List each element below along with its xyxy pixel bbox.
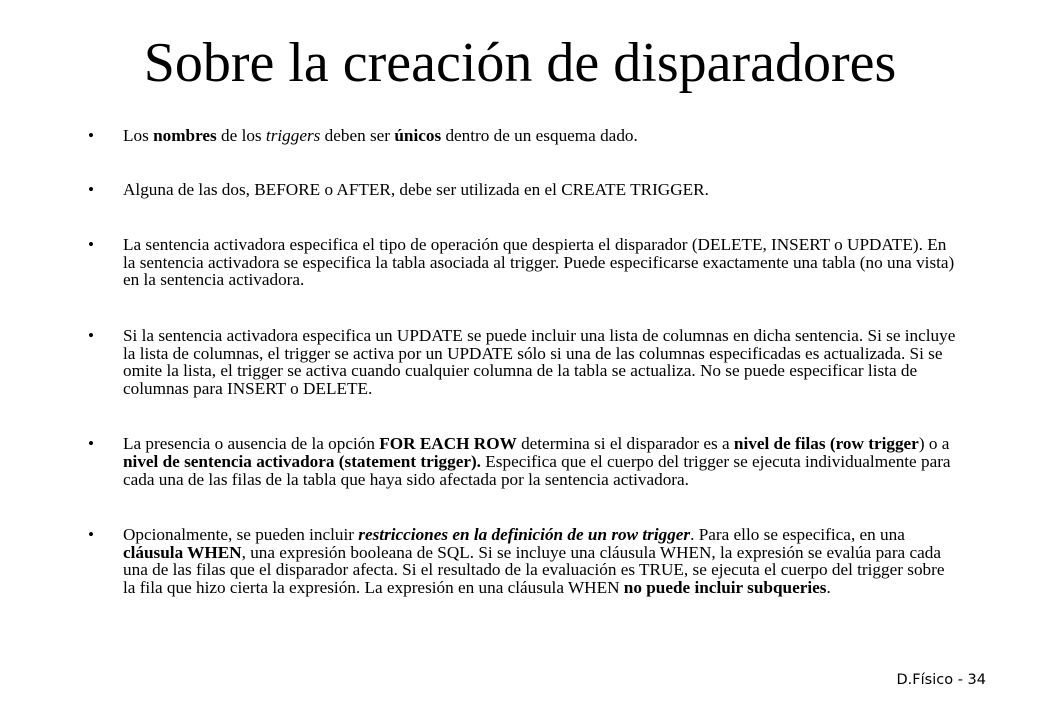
text-span: ) o a [918, 434, 950, 454]
bold-span: nombres [153, 126, 217, 145]
bold-span: nivel de sentencia activadora (statement trigger). [123, 451, 481, 471]
bullet-for-each-row [88, 435, 958, 488]
bold-span: únicos [394, 126, 442, 145]
bold-span: FOR EACH ROW [379, 434, 517, 454]
text-span: dentro de un esquema dado. [441, 126, 638, 145]
bullet-when-clause [88, 526, 958, 596]
text-span: determina si el disparador es a [516, 434, 734, 454]
text-span: Opcionalmente, se pueden incluir [123, 525, 359, 545]
bullet-list [88, 127, 958, 597]
text-span: Si la sentencia activadora especifica un UPDATE se puede incluir una lista de columnas en dicha sentencia. Si se incluye la lista de columnas, el trigger se activa por un UPDATE sólo si una de las columnas especificadas es actualizada. Si se omite la lista, el trigger se activa cuando cualquier columna de la tabla se actualiza. No se puede especificar lista de columnas para INSERT o DELETE. [123, 325, 956, 398]
text-span: . Para ello se especifica, en una [690, 525, 905, 545]
bullet-before-after [88, 181, 958, 199]
text-span: , una expresión booleana de SQL. Si se incluye una cláusula WHEN, la expresión se evalúa para cada una de las filas que el disparador afecta. Si el resultado de la evaluación es TRUE, se ejecuta el cuerpo del trigger sobre la fila que hizo cierta la expresión. La expresión en una cláusula WHEN [123, 542, 945, 597]
bold-italic-span: restricciones en la definición de un row trigger [358, 525, 691, 545]
text-span: Alguna de las dos, BEFORE o AFTER, debe ser utilizada en el CREATE TRIGGER. [123, 179, 709, 199]
text-span: La presencia o ausencia de la opción [123, 434, 380, 454]
bullet-activating-statement [88, 236, 958, 289]
text-span: . [826, 577, 831, 597]
bullet-update-columns [88, 327, 958, 397]
slide-title: Sobre la creación de disparadores [143, 32, 897, 94]
bold-span: cláusula WHEN [123, 542, 242, 562]
italic-span: triggers [265, 126, 321, 145]
text-span: La sentencia activadora especifica el tipo de operación que despierta el disparador (DELETE, INSERT o UPDATE). En la sentencia activadora se especifica la tabla asociada al trigger. Puede especificarse exactamente una tabla (no una vista) en la sentencia activadora. [123, 235, 955, 290]
text-span: Especifica que el cuerpo del trigger se ejecuta individualmente para cada una de las filas de la tabla que haya sido afectada por la sentencia activadora. [123, 451, 951, 489]
text-span: Los [123, 126, 154, 145]
text-span: de los [216, 126, 266, 145]
bold-span: no puede incluir subqueries [623, 577, 827, 597]
slide-footer: D.Físico - 34 [896, 672, 986, 688]
bold-span: nivel de filas (row trigger [733, 434, 919, 454]
bullet-trigger-names [88, 127, 958, 145]
text-span: deben ser [320, 126, 395, 145]
